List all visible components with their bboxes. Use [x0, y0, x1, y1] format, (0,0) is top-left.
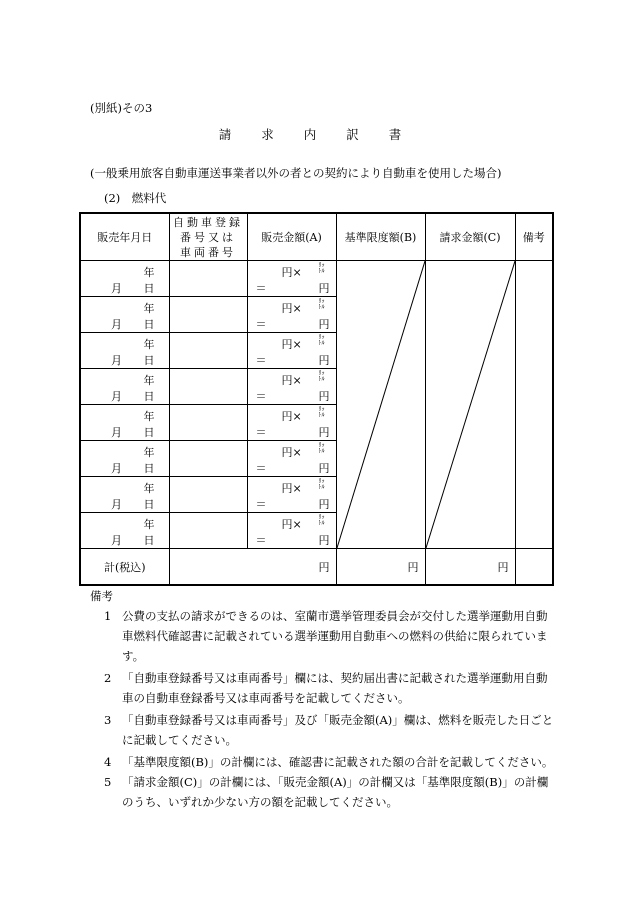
month-label: 月 [111, 534, 122, 547]
yen-label: 円 [318, 462, 330, 475]
total-sales-amount-cell[interactable]: 円 [169, 549, 336, 586]
date-cell[interactable] [80, 261, 169, 297]
note-number: 5 [104, 775, 112, 789]
date-cell[interactable] [80, 405, 169, 441]
registration-cell[interactable] [169, 261, 247, 297]
note-item [104, 668, 554, 708]
date-cell[interactable] [80, 369, 169, 405]
header-registration-number [169, 213, 247, 261]
month-label: 月 [111, 498, 122, 511]
section-label: (2) 燃料代 [104, 191, 167, 205]
year-label: 年 [143, 338, 155, 351]
equals-label: ＝ [255, 498, 267, 511]
table-header-row [80, 213, 553, 261]
year-label: 年 [143, 446, 155, 459]
litre-unit: ﾘｯﾄﾙ [318, 370, 325, 383]
yen-label: 円 [318, 318, 330, 331]
litre-unit: ﾘｯﾄﾙ [318, 298, 325, 311]
total-label: 計(税込) [80, 549, 169, 586]
note-text: 公費の支払の請求ができるのは、室蘭市選挙管理委員会が交付した選挙運動用自動車燃料代確認書に記載されている選挙運動用自動車への燃料の供給に限られています。 [122, 609, 548, 663]
yen-label: 円 [318, 282, 330, 295]
year-label: 年 [143, 266, 155, 279]
total-standard-limit-cell[interactable]: 円 [336, 549, 425, 586]
yen-label: 円 [318, 354, 330, 367]
day-label: 日 [143, 354, 155, 367]
yen-times-label: 円× [281, 410, 302, 423]
equals-label: ＝ [255, 462, 267, 475]
yen-label: 円 [318, 390, 330, 403]
header-date: 販売年月日 [80, 213, 169, 261]
yen-times-label: 円× [281, 338, 302, 351]
note-item [104, 772, 554, 812]
litre-unit: ﾘｯﾄﾙ [318, 334, 325, 347]
note-number: 2 [104, 671, 112, 685]
table-row [80, 261, 553, 297]
sales-amount-cell[interactable] [247, 441, 336, 477]
date-cell[interactable] [80, 297, 169, 333]
note-text: 「自動車登録番号又は車両番号」及び「販売金額(A)」欄は、燃料を販売した日ごとに記載してください。 [122, 713, 554, 747]
sales-amount-cell[interactable] [247, 513, 336, 549]
litre-unit: ﾘｯﾄﾙ [318, 514, 325, 527]
sales-amount-cell[interactable] [247, 261, 336, 297]
total-claim-amount-cell[interactable]: 円 [425, 549, 515, 586]
header-registration-line1: 自動車登録 [173, 215, 243, 229]
note-number: 4 [104, 755, 112, 769]
sales-amount-cell[interactable] [247, 405, 336, 441]
header-remarks: 備考 [515, 213, 553, 261]
yen-times-label: 円× [281, 374, 302, 387]
equals-label: ＝ [255, 354, 267, 367]
day-label: 日 [143, 282, 155, 295]
day-label: 日 [143, 498, 155, 511]
notes-title: 備考 [90, 589, 113, 603]
yen-label: 円 [318, 498, 330, 511]
registration-cell[interactable] [169, 297, 247, 333]
claim-amount-crossed-cell [425, 261, 515, 549]
registration-cell[interactable] [169, 405, 247, 441]
litre-unit: ﾘｯﾄﾙ [318, 262, 325, 275]
registration-cell[interactable] [169, 477, 247, 513]
note-text: 「請求金額(C)」の計欄には、「販売金額(A)」の計欄又は「基準限度額(B)」の計欄のうち、いずれか少ない方の額を記載してください。 [122, 775, 549, 809]
day-label: 日 [143, 462, 155, 475]
month-label: 月 [111, 426, 122, 439]
month-label: 月 [111, 390, 122, 403]
day-label: 日 [143, 426, 155, 439]
sales-amount-cell[interactable] [247, 297, 336, 333]
registration-cell[interactable] [169, 369, 247, 405]
date-cell[interactable] [80, 333, 169, 369]
yen-label: 円 [318, 534, 330, 547]
year-label: 年 [143, 410, 155, 423]
note-text: 「自動車登録番号又は車両番号」欄には、契約届出書に記載された選挙運動用自動車の自動車登録番号又は車両番号を記載してください。 [122, 671, 548, 705]
registration-cell[interactable] [169, 513, 247, 549]
equals-label: ＝ [255, 390, 267, 403]
note-item [104, 752, 554, 772]
yen-times-label: 円× [281, 302, 302, 315]
litre-unit: ﾘｯﾄﾙ [318, 478, 325, 491]
year-label: 年 [143, 302, 155, 315]
registration-cell[interactable] [169, 441, 247, 477]
equals-label: ＝ [255, 318, 267, 331]
fuel-claim-table [79, 212, 554, 586]
year-label: 年 [143, 482, 155, 495]
note-item [104, 606, 554, 666]
day-label: 日 [143, 318, 155, 331]
year-label: 年 [143, 518, 155, 531]
month-label: 月 [111, 354, 122, 367]
note-number: 1 [104, 609, 112, 623]
diagonal-strike-line [426, 261, 515, 548]
date-cell[interactable] [80, 477, 169, 513]
remarks-cell[interactable] [515, 261, 553, 549]
standard-limit-crossed-cell [336, 261, 425, 549]
registration-cell[interactable] [169, 333, 247, 369]
day-label: 日 [143, 390, 155, 403]
document-title: 請求内訳書 [218, 127, 432, 142]
header-standard-limit: 基準限度額(B) [336, 213, 425, 261]
yen-label: 円 [318, 426, 330, 439]
day-label: 日 [143, 534, 155, 547]
equals-label: ＝ [255, 426, 267, 439]
note-item [104, 710, 554, 750]
litre-unit: ﾘｯﾄﾙ [318, 442, 325, 455]
yen-times-label: 円× [281, 266, 302, 279]
header-claim-amount: 請求金額(C) [425, 213, 515, 261]
diagonal-strike-line [337, 261, 425, 548]
yen-times-label: 円× [281, 482, 302, 495]
month-label: 月 [111, 318, 122, 331]
total-row [80, 549, 553, 586]
month-label: 月 [111, 282, 122, 295]
date-cell[interactable] [80, 441, 169, 477]
total-remarks-cell[interactable] [515, 549, 553, 586]
sales-amount-cell[interactable] [247, 333, 336, 369]
month-label: 月 [111, 462, 122, 475]
header-label: (別紙)その3 [90, 101, 153, 115]
equals-label: ＝ [255, 282, 267, 295]
yen-times-label: 円× [281, 446, 302, 459]
date-cell[interactable] [80, 513, 169, 549]
note-number: 3 [104, 713, 112, 727]
litre-unit: ﾘｯﾄﾙ [318, 406, 325, 419]
equals-label: ＝ [255, 534, 267, 547]
note-text: 「基準限度額(B)」の計欄には、確認書に記載された額の合計を記載してください。 [122, 755, 554, 769]
sales-amount-cell[interactable] [247, 369, 336, 405]
yen-times-label: 円× [281, 518, 302, 531]
year-label: 年 [143, 374, 155, 387]
document-subtitle: (一般乗用旅客自動車運送事業者以外の者との契約により自動車を使用した場合) [90, 166, 502, 180]
header-registration-line3: 車両番号 [180, 245, 236, 259]
header-sales-amount: 販売金額(A) [247, 213, 336, 261]
sales-amount-cell[interactable] [247, 477, 336, 513]
header-registration-line2: 番号又は [180, 230, 236, 244]
